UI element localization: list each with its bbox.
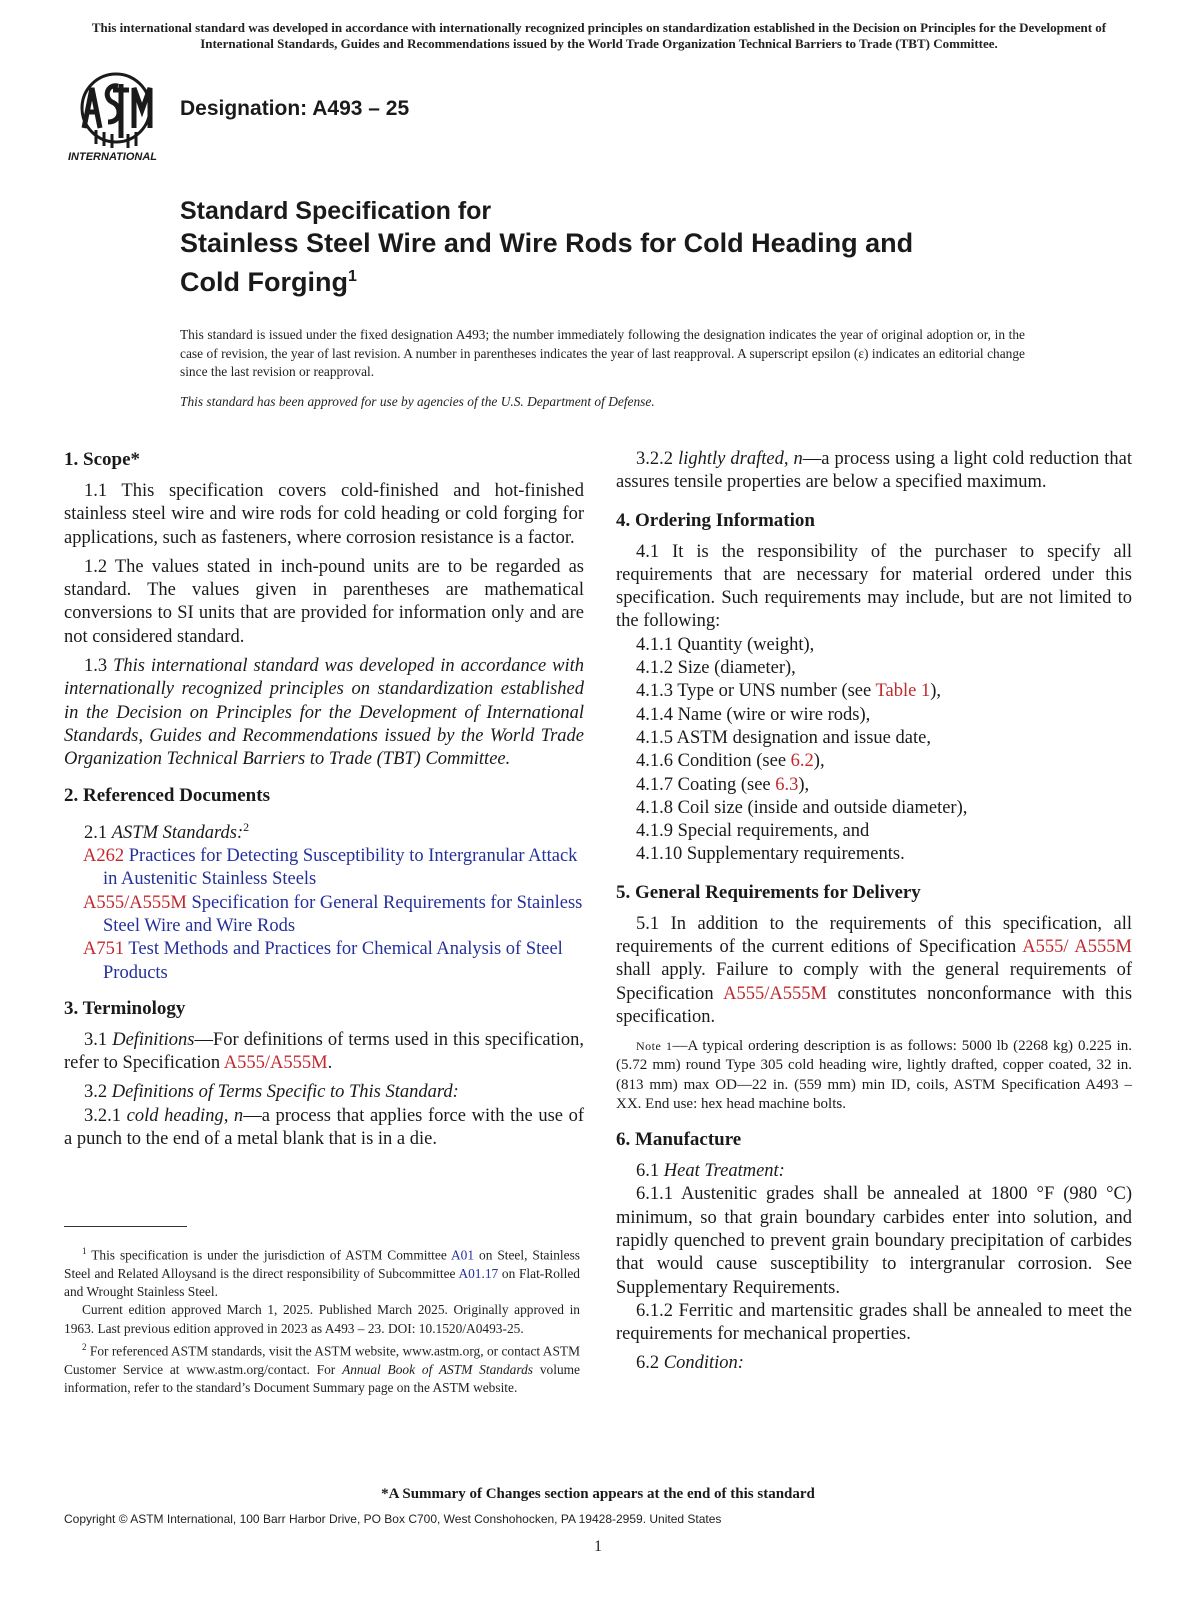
issuance-note: This standard is issued under the fixed designation A493; the number immediately following the designation indicates the year of original adoption or, in the case of revision, the year of last revision. A number in parentheses indicates the year of last reapproval. A superscript epsilon (ε) indicates an editorial change since the last revision or reapproval.: [180, 327, 1025, 379]
list-item: [616, 680, 1132, 703]
paragraph-2-1-number: 2.1: [84, 822, 108, 843]
copyright-line: Copyright © ASTM International, 100 Barr Harbor Drive, PO Box C700, West Conshohocken, PA 19428-2959. United States: [64, 1512, 722, 1526]
section-6-heading: 6. Manufacture: [616, 1129, 742, 1151]
reference-title[interactable]: Test Methods and Practices for Chemical Analysis of Steel Products: [103, 939, 563, 983]
reference-a262[interactable]: [64, 845, 584, 892]
section-2-heading: 2. Referenced Documents: [64, 784, 270, 806]
paragraph-3-2: [64, 1081, 584, 1104]
document-title: [180, 196, 1080, 299]
paragraph-5-1-text: 5.1 In addition to the requirements of this specification, all requirements of the current editions of Specification: [616, 913, 1132, 958]
logo-text: INTERNATIONAL: [68, 151, 158, 162]
note-text: —A typical ordering description is as follows: 5000 lb (2268 kg) 0.225 in. (5.72 mm) round Type 305 cold heading wire, lightly drafted, copper coated, 32 in. (813 mm) max OD—22 in. (559 mm) min ID, coils, ASTM Specification A493 – XX. End use: hex head machine bolts.: [616, 1038, 1133, 1112]
title-footnote-mark[interactable]: 1: [347, 268, 357, 285]
reference-code[interactable]: A262: [83, 846, 125, 867]
footnote-divider: [64, 1226, 187, 1227]
paragraph-3-2-number: 3.2: [84, 1082, 108, 1103]
astm-logo-icon: [66, 70, 166, 162]
list-item-text: 4.1.7 Coating (see: [636, 774, 776, 795]
footnote-2-mark[interactable]: 2: [243, 819, 250, 834]
link-table-1[interactable]: Table 1: [875, 681, 931, 702]
title-line-2: Stainless Steel Wire and Wire Rods for Cold Heading and: [180, 228, 914, 258]
list-item: [616, 657, 1132, 680]
astm-standards-label: ASTM Standards:: [111, 822, 244, 843]
paragraph-1-2: 1.2 The values stated in inch-pound units are to be regarded as standard. The values given in parentheses are mathematical conversions to SI units that are provided for information only and are not considered standard.: [64, 556, 584, 647]
paragraph-3-1-text: —For definitions of terms used in this specification, refer to Specification: [64, 1029, 584, 1074]
section-4-heading: 4. Ordering Information: [616, 509, 815, 531]
condition-label: Condition:: [663, 1353, 744, 1374]
list-item-text: 4.1.1 Quantity (weight),: [636, 634, 815, 655]
paragraph-5-1: [616, 913, 1132, 1029]
list-item: [616, 750, 1132, 773]
footnote-2-mark: 2: [82, 1341, 87, 1352]
paragraph-6-1: [616, 1160, 1132, 1183]
link-a555[interactable]: A555/A555M: [223, 1053, 328, 1074]
link-committee-a01[interactable]: A01: [451, 1247, 475, 1263]
reference-code[interactable]: A555/A555M: [83, 892, 187, 913]
list-item-text: 4.1.8 Coil size (inside and outside diameter),: [636, 797, 968, 818]
footnote-text: For referenced ASTM standards, visit the ASTM website, www.astm.org, or contact ASTM Customer Service at www.astm.org/contact. For: [64, 1343, 580, 1377]
paragraph-6-1-1: 6.1.1 Austenitic grades shall be annealed at 1800 °F (980 °C) minimum, so that grain boundary carbides enter into solution, and rapidly quenched to prevent grain boundary precipitation of carbides that would cause susceptibility to intergranular corrosion. See Supplementary Requirements.: [616, 1184, 1132, 1298]
list-item-text: 4.1.9 Special requirements, and: [636, 821, 870, 842]
page-number: 1: [594, 1538, 602, 1555]
section-3-heading: 3. Terminology: [64, 997, 186, 1019]
link-a555[interactable]: A555/A555M: [723, 983, 827, 1004]
paragraph-6-1-2: 6.1.2 Ferritic and martensitic grades shall be annealed to meet the requirements for mechanical properties.: [616, 1300, 1132, 1345]
list-item-text: ),: [798, 774, 810, 795]
paragraph-3-2-2: [616, 448, 1132, 495]
left-column: [64, 448, 584, 1157]
footnote-text: This specification is under the jurisdiction of ASTM Committee: [91, 1247, 447, 1263]
list-item-text: 4.1.6 Condition (see: [636, 751, 791, 772]
paragraph-3-2-text: Definitions of Terms Specific to This Standard:: [111, 1082, 459, 1103]
list-item: [616, 634, 1132, 657]
footnote-1-edition: Current edition approved March 1, 2025. Published March 2025. Originally approved in 1963. Last previous edition approved in 2023 as A493 – 23. DOI: 10.1520/A0493-25.: [64, 1302, 580, 1336]
dod-approval-note: This standard has been approved for use by agencies of the U.S. Department of Defense.: [180, 394, 655, 409]
footnote-2: [64, 1338, 580, 1397]
paragraph-2-1: [64, 816, 584, 845]
cold-heading-term: cold heading, n: [126, 1105, 244, 1126]
footnotes: [64, 1242, 580, 1397]
paragraph-3-1: [64, 1029, 584, 1076]
cold-heading-definition: —a process that applies force with the use of a punch to the end of a metal blank that is in a die.: [64, 1105, 584, 1149]
list-item: [616, 774, 1132, 797]
ordering-items-list: [616, 634, 1132, 867]
reference-title[interactable]: Specification for General Requirements for Stainless Steel Wire and Wire Rods: [103, 892, 583, 936]
list-item-text: 4.1.10 Supplementary requirements.: [636, 844, 905, 865]
list-item-text: 4.1.3 Type or UNS number (see: [636, 681, 876, 702]
link-a555[interactable]: A555/ A555M: [1022, 937, 1132, 958]
footnote-text: Annual Book of ASTM Standards: [342, 1361, 533, 1377]
list-item: [616, 820, 1132, 843]
paragraph-3-2-1-number: 3.2.1: [84, 1105, 121, 1126]
paragraph-3-2-1: [64, 1105, 584, 1152]
title-line-1: Standard Specification for: [180, 197, 492, 225]
list-item: [616, 704, 1132, 727]
section-5-heading: 5. General Requirements for Delivery: [616, 881, 921, 903]
lightly-drafted-term: lightly drafted, n: [678, 449, 803, 469]
list-item-text: 4.1.4 Name (wire or wire rods),: [636, 704, 871, 725]
link-section-6-2[interactable]: 6.2: [790, 751, 814, 772]
reference-a555[interactable]: [64, 892, 584, 939]
list-item: [616, 797, 1132, 820]
period: .: [327, 1053, 333, 1074]
lightly-drafted-definition: —a process using a light cold reduction that assures tensile properties are below a specified maximum.: [616, 449, 1133, 493]
heat-treatment-label: Heat Treatment:: [663, 1161, 785, 1182]
paragraph-1-1: 1.1 This specification covers cold-finished and hot-finished stainless steel wire and wire rods for cold heading or cold forging for applications, such as fasteners, where corrosion resistance is a factor.: [64, 481, 584, 548]
reference-code[interactable]: A751: [83, 939, 125, 960]
footnote-1-mark: 1: [82, 1246, 87, 1256]
reference-a751[interactable]: [64, 938, 584, 985]
footnote-text: on Steel, Stainless Steel and Related Alloysand is the direct responsibility of Subcommittee: [64, 1247, 580, 1281]
note-1: [616, 1037, 1132, 1114]
list-item-text: 4.1.5 ASTM designation and issue date,: [636, 727, 931, 748]
footnote-text: volume information, refer to the standard’s Document Summary page on the ASTM website.: [64, 1361, 580, 1396]
paragraph-5-1-text: constitutes nonconformance with this specification.: [616, 983, 1133, 1027]
link-section-6-3[interactable]: 6.3: [775, 774, 799, 795]
footnote-1: [64, 1242, 580, 1301]
right-column: [616, 448, 1132, 1382]
paragraph-5-1-text: shall apply. Failure to comply with the general requirements of Specification: [616, 960, 1132, 1004]
paragraph-6-1-number: 6.1: [636, 1161, 660, 1182]
paragraph-1-3-text: This international standard was developed in accordance with internationally recognized principles on standardization established in the Decision on Principles for the Development of International Standards, Guides and Recommendations issued by the World Trade Organization Technical Barriers to Trade (TBT) Committee.: [64, 656, 585, 770]
summary-of-changes-note: *A Summary of Changes section appears at the end of this standard: [381, 1486, 815, 1502]
note-label: Note 1: [636, 1039, 673, 1054]
paragraph-4-1: 4.1 It is the responsibility of the purchaser to specify all requirements that are necessary for material ordered under this specification. Such requirements may include, but are not limited to the following:: [616, 541, 1132, 632]
paragraph-6-2-number: 6.2: [636, 1353, 660, 1374]
list-item: [616, 727, 1132, 750]
footnote-text: on Flat-Rolled and Wrought Stainless Steel.: [64, 1265, 580, 1300]
list-item-text: 4.1.2 Size (diameter),: [636, 658, 796, 679]
title-line-3-text: Cold Forging: [180, 267, 348, 297]
link-subcommittee-a01-17[interactable]: A01.17: [458, 1265, 499, 1281]
definitions-term: Definitions: [112, 1029, 195, 1050]
paragraph-1-3: [64, 655, 584, 771]
paragraph-3-2-2-number: 3.2.2: [636, 449, 673, 469]
list-item-text: ),: [930, 681, 942, 702]
paragraph-3-1-number: 3.1: [84, 1029, 108, 1050]
astm-logo: [66, 70, 166, 162]
paragraph-1-3-number: 1.3: [84, 656, 108, 677]
list-item-text: ),: [813, 751, 825, 772]
designation: Designation: A493 – 25: [180, 97, 410, 120]
top-notice: This international standard was developed in accordance with internationally recognized principles on standardization established in the Decision on Principles for the Development of International Standards, Guides and Recommendations issued by the World Trade Organization Technical Barriers to Trade (TBT) Committee.: [91, 20, 1107, 51]
reference-title[interactable]: Practices for Detecting Susceptibility to Intergranular Attack in Austenitic Stainless Steels: [103, 846, 578, 890]
section-1-heading: 1. Scope*: [64, 449, 140, 470]
paragraph-6-2: [616, 1352, 1132, 1375]
list-item: [616, 843, 1132, 866]
title-line-3: [180, 260, 1080, 299]
